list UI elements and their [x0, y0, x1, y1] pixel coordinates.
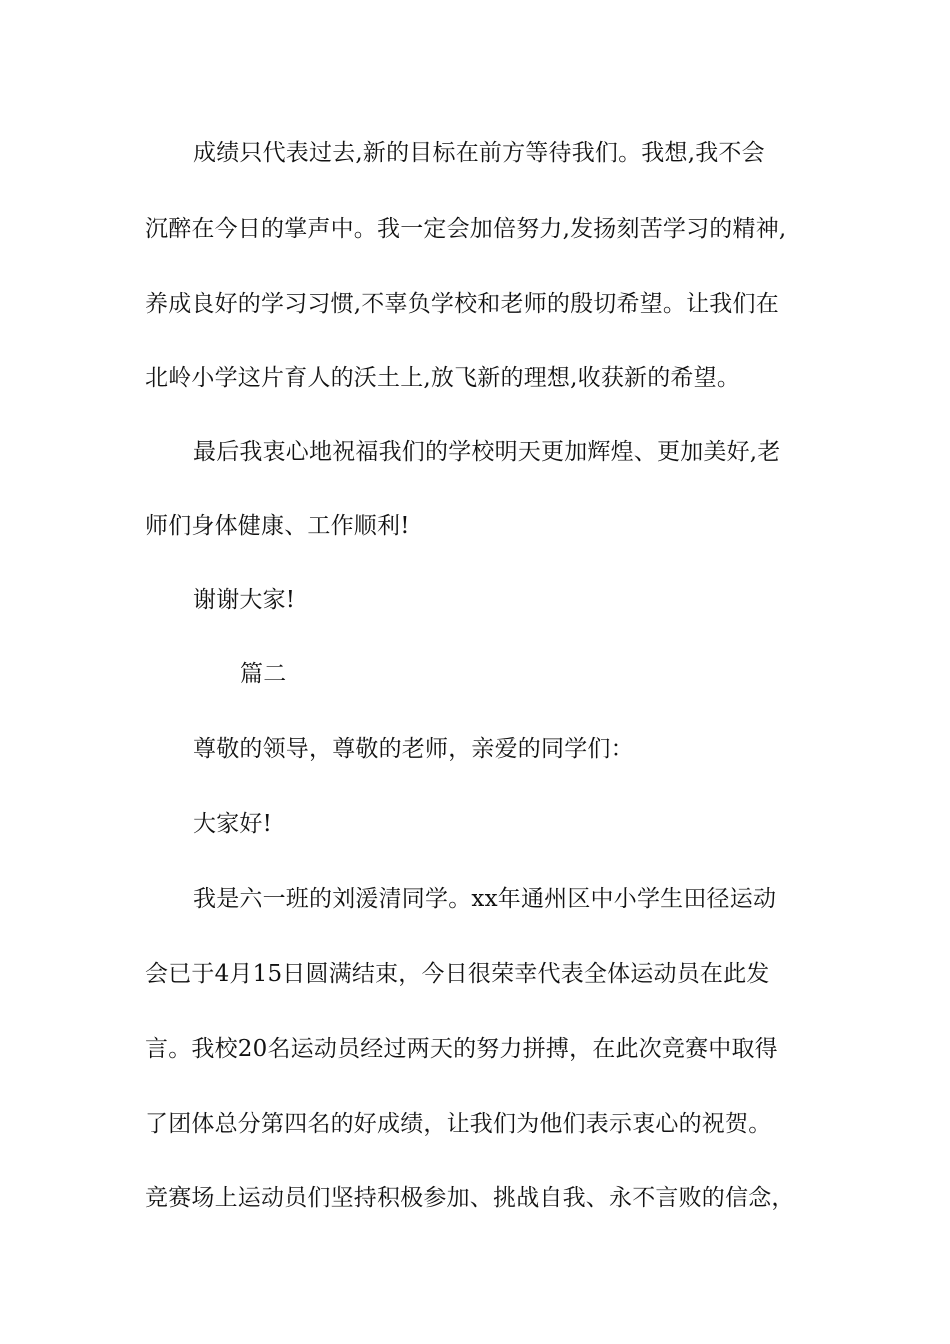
paragraph-line: 最后我衷心地祝福我们的学校明天更加辉煌、更加美好,老 [193, 439, 781, 465]
paragraph-line: 了团体总分第四名的好成绩，让我们为他们表示衷心的祝贺。 [145, 1111, 772, 1137]
greeting-line: 大家好! [193, 811, 273, 837]
paragraph-line: 养成良好的学习习惯,不辜负学校和老师的殷切希望。让我们在 [145, 291, 779, 317]
paragraph-line: 成绩只代表过去,新的目标在前方等待我们。我想,我不会 [193, 140, 765, 166]
paragraph-line: 我是六一班的刘湲清同学。xx年通州区中小学生田径运动 [193, 886, 777, 912]
paragraph-line: 言。我校20名运动员经过两天的努力拼搏，在此次竞赛中取得 [145, 1036, 778, 1062]
paragraph-line: 竞赛场上运动员们坚持积极参加、挑战自我、永不言败的信念， [145, 1185, 795, 1211]
paragraph-line: 会已于4月15日圆满结束，今日很荣幸代表全体运动员在此发 [145, 961, 770, 987]
paragraph-line: 师们身体健康、工作顺利! [145, 513, 410, 539]
paragraph-line: 北岭小学这片育人的沃土上,放飞新的理想,收获新的希望。 [145, 365, 741, 391]
paragraph-line: 沉醉在今日的掌声中。我一定会加倍努力,发扬刻苦学习的精神, [145, 216, 787, 242]
salutation-line: 尊敬的领导，尊敬的老师，亲爱的同学们： [193, 736, 634, 762]
closing-line: 谢谢大家! [193, 587, 296, 613]
section-heading: 篇二 [240, 661, 287, 687]
